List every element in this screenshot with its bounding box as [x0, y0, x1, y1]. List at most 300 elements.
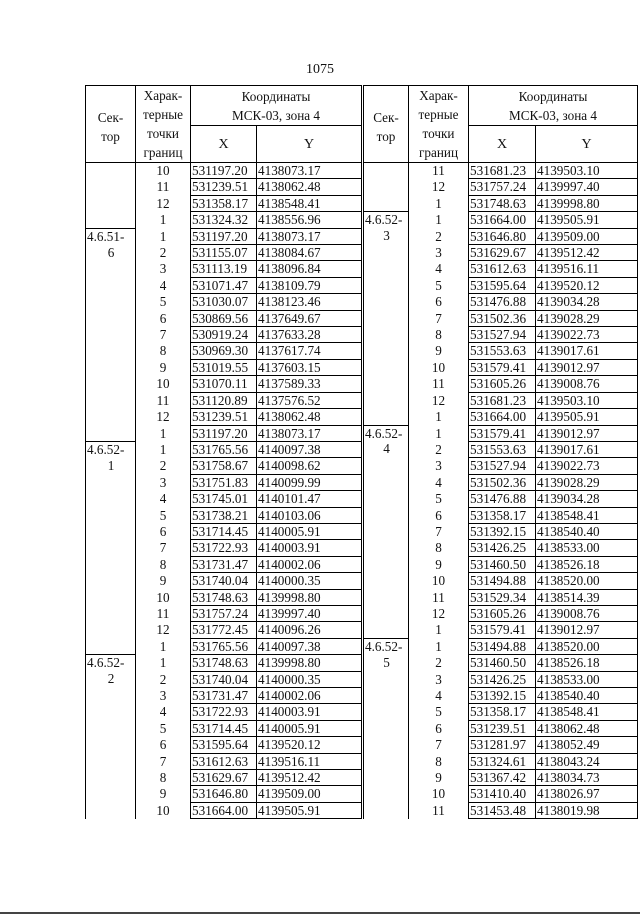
- x-coordinate-cell: 531605.26: [469, 605, 536, 621]
- sector-cell: [364, 179, 409, 195]
- sector-cell: [364, 622, 409, 638]
- point-number-cell: 8: [409, 327, 469, 343]
- x-coordinate-cell: 531494.88: [469, 638, 536, 654]
- y-coordinate-cell: 4139520.12: [257, 737, 362, 753]
- point-number-cell: 8: [136, 770, 191, 786]
- y-coordinate-cell: 4139505.91: [536, 212, 638, 228]
- table-row: [86, 359, 362, 375]
- table-row: [86, 163, 362, 179]
- x-coordinate-cell: 531714.45: [191, 720, 257, 736]
- y-coordinate-cell: 4139034.28: [536, 491, 638, 507]
- table-row: [364, 163, 638, 179]
- table-row: [86, 228, 362, 244]
- sector-cell: [86, 540, 136, 556]
- x-coordinate-cell: 531714.45: [191, 523, 257, 539]
- y-coordinate-cell: 4139516.11: [536, 261, 638, 277]
- point-number-cell: 5: [136, 720, 191, 736]
- sector-cell: [364, 556, 409, 572]
- x-coordinate-cell: 531765.56: [191, 638, 257, 654]
- y-coordinate-cell: 4140005.91: [257, 720, 362, 736]
- y-coordinate-cell: 4138052.49: [536, 737, 638, 753]
- y-coordinate-cell: 4139022.73: [536, 458, 638, 474]
- x-coordinate-cell: 530919.24: [191, 327, 257, 343]
- sector-cell: [86, 589, 136, 605]
- table-row: [364, 425, 638, 441]
- point-number-cell: 5: [136, 294, 191, 310]
- point-number-cell: 3: [409, 671, 469, 687]
- y-coordinate-cell: 4138548.41: [536, 507, 638, 523]
- table-row: [86, 458, 362, 474]
- x-coordinate-cell: 531197.20: [191, 163, 257, 179]
- table-row: [86, 655, 362, 671]
- coordinates-table-right: [363, 85, 638, 819]
- x-coordinate-cell: 531722.93: [191, 540, 257, 556]
- point-number-cell: 7: [136, 540, 191, 556]
- point-number-cell: 3: [136, 688, 191, 704]
- table-row: [364, 277, 638, 293]
- x-coordinate-cell: 531324.61: [469, 753, 536, 769]
- x-coordinate-cell: 531426.25: [469, 540, 536, 556]
- point-number-cell: 7: [136, 753, 191, 769]
- sector-cell: [364, 770, 409, 786]
- x-coordinate-cell: 531453.48: [469, 802, 536, 818]
- y-coordinate-cell: 4138073.17: [257, 228, 362, 244]
- x-coordinate-cell: 531738.21: [191, 507, 257, 523]
- table-row: [364, 491, 638, 507]
- point-number-cell: 11: [136, 392, 191, 408]
- sector-cell: [364, 327, 409, 343]
- table-row: [86, 573, 362, 589]
- table-row: [86, 491, 362, 507]
- sector-cell: [86, 605, 136, 621]
- sector-cell: [86, 179, 136, 195]
- sector-cell: [86, 688, 136, 704]
- sector-cell: [86, 343, 136, 359]
- y-coordinate-cell: 4138123.46: [257, 294, 362, 310]
- table-row: [364, 245, 638, 261]
- y-coordinate-cell: 4140000.35: [257, 671, 362, 687]
- point-number-cell: 11: [409, 163, 469, 179]
- table-row: [86, 605, 362, 621]
- point-number-cell: 6: [136, 737, 191, 753]
- x-coordinate-cell: 531494.88: [469, 573, 536, 589]
- x-coordinate-cell: 531765.56: [191, 441, 257, 457]
- sector-cell: [86, 212, 136, 228]
- sector-cell: [364, 245, 409, 261]
- y-coordinate-cell: 4137649.67: [257, 310, 362, 326]
- table-row: [364, 622, 638, 638]
- sector-cell: [364, 474, 409, 490]
- point-number-cell: 10: [409, 359, 469, 375]
- x-coordinate-cell: 531392.15: [469, 688, 536, 704]
- table-row: [86, 589, 362, 605]
- point-number-cell: 9: [136, 359, 191, 375]
- table-row: [86, 540, 362, 556]
- y-coordinate-cell: 4139512.42: [257, 770, 362, 786]
- y-coordinate-cell: 4139998.80: [257, 589, 362, 605]
- y-coordinate-cell: 4140098.62: [257, 458, 362, 474]
- x-coordinate-cell: 530869.56: [191, 310, 257, 326]
- point-number-cell: 11: [409, 589, 469, 605]
- table-body: [364, 163, 638, 819]
- table-row: [86, 556, 362, 572]
- y-coordinate-cell: 4138540.40: [536, 688, 638, 704]
- point-number-cell: 12: [409, 392, 469, 408]
- table-row: [364, 540, 638, 556]
- table-body: [86, 163, 362, 819]
- header-points: Харак- терные точки границ: [409, 86, 469, 163]
- x-coordinate-cell: 531527.94: [469, 458, 536, 474]
- x-coordinate-cell: 531460.50: [469, 655, 536, 671]
- table-row: [364, 507, 638, 523]
- sector-cell: [364, 277, 409, 293]
- sector-cell: [86, 622, 136, 638]
- point-number-cell: 7: [409, 523, 469, 539]
- sector-cell: [364, 786, 409, 802]
- table-row: [86, 786, 362, 802]
- y-coordinate-cell: 4138062.48: [257, 179, 362, 195]
- table-row: [86, 392, 362, 408]
- sector-cell: [86, 195, 136, 211]
- y-coordinate-cell: 4138556.96: [257, 212, 362, 228]
- sector-cell: [364, 737, 409, 753]
- x-coordinate-cell: 531612.63: [191, 753, 257, 769]
- y-coordinate-cell: 4139520.12: [536, 277, 638, 293]
- point-number-cell: 2: [136, 671, 191, 687]
- y-coordinate-cell: 4139509.00: [257, 786, 362, 802]
- sector-cell: [364, 753, 409, 769]
- y-coordinate-cell: 4138073.17: [257, 163, 362, 179]
- sector-cell: [364, 688, 409, 704]
- sector-cell: [86, 638, 136, 654]
- point-number-cell: 9: [409, 343, 469, 359]
- sector-cell: 6: [86, 245, 136, 261]
- y-coordinate-cell: 4139512.42: [536, 245, 638, 261]
- x-coordinate-cell: 531197.20: [191, 228, 257, 244]
- y-coordinate-cell: 4139028.29: [536, 474, 638, 490]
- table-row: [364, 327, 638, 343]
- y-coordinate-cell: 4138073.17: [257, 425, 362, 441]
- table-row: [364, 573, 638, 589]
- table-row: [364, 753, 638, 769]
- sector-cell: [364, 294, 409, 310]
- point-number-cell: 1: [136, 212, 191, 228]
- y-coordinate-cell: 4139034.28: [536, 294, 638, 310]
- x-coordinate-cell: 530969.30: [191, 343, 257, 359]
- x-coordinate-cell: 531740.04: [191, 671, 257, 687]
- table-row: [86, 507, 362, 523]
- point-number-cell: 9: [136, 573, 191, 589]
- x-coordinate-cell: 531502.36: [469, 310, 536, 326]
- x-coordinate-cell: 531745.01: [191, 491, 257, 507]
- y-coordinate-cell: 4139022.73: [536, 327, 638, 343]
- point-number-cell: 1: [409, 425, 469, 441]
- table-row: [364, 343, 638, 359]
- x-coordinate-cell: 531748.63: [191, 655, 257, 671]
- y-coordinate-cell: 4138084.67: [257, 245, 362, 261]
- sector-cell: [86, 507, 136, 523]
- sector-cell: [364, 392, 409, 408]
- sector-cell: [364, 376, 409, 392]
- header-sector: Сек- тор: [86, 86, 136, 163]
- point-number-cell: 1: [136, 655, 191, 671]
- point-number-cell: 12: [136, 622, 191, 638]
- x-coordinate-cell: 531239.51: [191, 409, 257, 425]
- x-coordinate-cell: 531772.45: [191, 622, 257, 638]
- y-coordinate-cell: 4137589.33: [257, 376, 362, 392]
- y-coordinate-cell: 4139503.10: [536, 392, 638, 408]
- y-coordinate-cell: 4138034.73: [536, 770, 638, 786]
- sector-cell: [86, 720, 136, 736]
- y-coordinate-cell: 4138109.79: [257, 277, 362, 293]
- x-coordinate-cell: 531646.80: [191, 786, 257, 802]
- point-number-cell: 2: [409, 655, 469, 671]
- x-coordinate-cell: 531579.41: [469, 622, 536, 638]
- x-coordinate-cell: 531664.00: [469, 212, 536, 228]
- sector-cell: [364, 671, 409, 687]
- point-number-cell: 8: [409, 753, 469, 769]
- y-coordinate-cell: 4138540.40: [536, 523, 638, 539]
- header-coordinates: Координаты МСК-03, зона 4: [469, 86, 638, 126]
- sector-cell: [86, 491, 136, 507]
- sector-cell: 5: [364, 655, 409, 671]
- y-coordinate-cell: 4140003.91: [257, 540, 362, 556]
- table-row: [364, 195, 638, 211]
- sector-cell: [86, 770, 136, 786]
- x-coordinate-cell: 531553.63: [469, 343, 536, 359]
- table-row: [364, 589, 638, 605]
- x-coordinate-cell: 531612.63: [469, 261, 536, 277]
- y-coordinate-cell: 4138062.48: [536, 720, 638, 736]
- coordinates-table-left: [85, 85, 362, 819]
- y-coordinate-cell: 4139997.40: [536, 179, 638, 195]
- y-coordinate-cell: 4138533.00: [536, 540, 638, 556]
- table-row: [364, 523, 638, 539]
- point-number-cell: 4: [409, 688, 469, 704]
- table-row: [86, 425, 362, 441]
- scan-edge-line: [0, 912, 640, 914]
- sector-cell: 4.6.51-: [86, 228, 136, 244]
- point-number-cell: 6: [136, 523, 191, 539]
- y-coordinate-cell: 4140101.47: [257, 491, 362, 507]
- point-number-cell: 5: [409, 491, 469, 507]
- y-coordinate-cell: 4139008.76: [536, 376, 638, 392]
- y-coordinate-cell: 4137576.52: [257, 392, 362, 408]
- sector-cell: [86, 802, 136, 818]
- sector-cell: 3: [364, 228, 409, 244]
- table-row: [364, 294, 638, 310]
- header-y: Y: [257, 126, 362, 163]
- table-row: [86, 277, 362, 293]
- table-row: [86, 245, 362, 261]
- x-coordinate-cell: 531731.47: [191, 688, 257, 704]
- point-number-cell: 7: [409, 310, 469, 326]
- table-row: [364, 605, 638, 621]
- sector-cell: [86, 409, 136, 425]
- table-row: [86, 294, 362, 310]
- table-row: [86, 212, 362, 228]
- x-coordinate-cell: 531460.50: [469, 556, 536, 572]
- header-x: X: [469, 126, 536, 163]
- y-coordinate-cell: 4139997.40: [257, 605, 362, 621]
- table-row: [364, 458, 638, 474]
- point-number-cell: 4: [136, 277, 191, 293]
- table-row: [364, 802, 638, 818]
- table-row: [364, 409, 638, 425]
- y-coordinate-cell: 4138548.41: [257, 195, 362, 211]
- point-number-cell: 6: [409, 507, 469, 523]
- point-number-cell: 1: [409, 409, 469, 425]
- point-number-cell: 11: [409, 376, 469, 392]
- point-number-cell: 12: [409, 179, 469, 195]
- x-coordinate-cell: 531120.89: [191, 392, 257, 408]
- point-number-cell: 2: [136, 458, 191, 474]
- point-number-cell: 1: [409, 195, 469, 211]
- point-number-cell: 5: [409, 704, 469, 720]
- point-number-cell: 1: [136, 425, 191, 441]
- y-coordinate-cell: 4138533.00: [536, 671, 638, 687]
- y-coordinate-cell: 4140097.38: [257, 638, 362, 654]
- x-coordinate-cell: 531646.80: [469, 228, 536, 244]
- x-coordinate-cell: 531476.88: [469, 294, 536, 310]
- sector-cell: [86, 310, 136, 326]
- point-number-cell: 5: [136, 507, 191, 523]
- sector-cell: [86, 786, 136, 802]
- point-number-cell: 1: [409, 622, 469, 638]
- point-number-cell: 11: [409, 802, 469, 818]
- page-number: 1075: [306, 62, 334, 77]
- y-coordinate-cell: 4139505.91: [257, 802, 362, 818]
- sector-cell: [364, 704, 409, 720]
- table-row: [364, 786, 638, 802]
- y-coordinate-cell: 4139503.10: [536, 163, 638, 179]
- table-row: [86, 523, 362, 539]
- table-row: [364, 671, 638, 687]
- table-row: [364, 310, 638, 326]
- table-row: [364, 704, 638, 720]
- y-coordinate-cell: 4138526.18: [536, 556, 638, 572]
- x-coordinate-cell: 531113.19: [191, 261, 257, 277]
- y-coordinate-cell: 4140103.06: [257, 507, 362, 523]
- table-row: [86, 720, 362, 736]
- y-coordinate-cell: 4139028.29: [536, 310, 638, 326]
- header-y: Y: [536, 126, 638, 163]
- x-coordinate-cell: 531358.17: [469, 704, 536, 720]
- point-number-cell: 10: [409, 786, 469, 802]
- point-number-cell: 12: [409, 605, 469, 621]
- table-row: [86, 688, 362, 704]
- table-row: [364, 179, 638, 195]
- point-number-cell: 8: [136, 556, 191, 572]
- point-number-cell: 9: [136, 786, 191, 802]
- x-coordinate-cell: 531070.11: [191, 376, 257, 392]
- sector-cell: [364, 310, 409, 326]
- sector-cell: [86, 261, 136, 277]
- x-coordinate-cell: 531629.67: [191, 770, 257, 786]
- sector-cell: [364, 507, 409, 523]
- table-row: [364, 556, 638, 572]
- sector-cell: [364, 163, 409, 179]
- sector-cell: [86, 704, 136, 720]
- sector-cell: [364, 491, 409, 507]
- table-row: [86, 474, 362, 490]
- point-number-cell: 11: [136, 179, 191, 195]
- x-coordinate-cell: 531239.51: [191, 179, 257, 195]
- sector-cell: 1: [86, 458, 136, 474]
- y-coordinate-cell: 4140097.38: [257, 441, 362, 457]
- table-row: [86, 770, 362, 786]
- x-coordinate-cell: 531748.63: [469, 195, 536, 211]
- y-coordinate-cell: 4138096.84: [257, 261, 362, 277]
- header-points: Харак- терные точки границ: [136, 86, 191, 163]
- y-coordinate-cell: 4138062.48: [257, 409, 362, 425]
- x-coordinate-cell: 531579.41: [469, 425, 536, 441]
- point-number-cell: 7: [409, 737, 469, 753]
- point-number-cell: 6: [409, 294, 469, 310]
- x-coordinate-cell: 531681.23: [469, 163, 536, 179]
- y-coordinate-cell: 4140000.35: [257, 573, 362, 589]
- header-sector: Сек- тор: [364, 86, 409, 163]
- point-number-cell: 10: [136, 589, 191, 605]
- x-coordinate-cell: 531358.17: [469, 507, 536, 523]
- point-number-cell: 6: [409, 720, 469, 736]
- sector-cell: [86, 327, 136, 343]
- point-number-cell: 4: [409, 474, 469, 490]
- sector-cell: [86, 376, 136, 392]
- point-number-cell: 3: [409, 458, 469, 474]
- point-number-cell: 6: [136, 310, 191, 326]
- y-coordinate-cell: 4138043.24: [536, 753, 638, 769]
- point-number-cell: 2: [409, 441, 469, 457]
- x-coordinate-cell: 531239.51: [469, 720, 536, 736]
- y-coordinate-cell: 4139998.80: [536, 195, 638, 211]
- point-number-cell: 2: [136, 245, 191, 261]
- table-row: [86, 737, 362, 753]
- sector-cell: [86, 277, 136, 293]
- y-coordinate-cell: 4138019.98: [536, 802, 638, 818]
- x-coordinate-cell: 531324.32: [191, 212, 257, 228]
- point-number-cell: 1: [136, 441, 191, 457]
- y-coordinate-cell: 4140099.99: [257, 474, 362, 490]
- point-number-cell: 9: [409, 770, 469, 786]
- sector-cell: [364, 458, 409, 474]
- point-number-cell: 3: [136, 261, 191, 277]
- point-number-cell: 2: [409, 228, 469, 244]
- sector-cell: [364, 523, 409, 539]
- x-coordinate-cell: 531664.00: [469, 409, 536, 425]
- x-coordinate-cell: 531579.41: [469, 359, 536, 375]
- x-coordinate-cell: 531740.04: [191, 573, 257, 589]
- table-row: [86, 409, 362, 425]
- y-coordinate-cell: 4139017.61: [536, 441, 638, 457]
- y-coordinate-cell: 4140002.06: [257, 688, 362, 704]
- x-coordinate-cell: 531426.25: [469, 671, 536, 687]
- point-number-cell: 4: [136, 491, 191, 507]
- y-coordinate-cell: 4140005.91: [257, 523, 362, 539]
- table-row: [86, 753, 362, 769]
- point-number-cell: 8: [136, 343, 191, 359]
- y-coordinate-cell: 4139998.80: [257, 655, 362, 671]
- x-coordinate-cell: 531030.07: [191, 294, 257, 310]
- x-coordinate-cell: 531664.00: [191, 802, 257, 818]
- table-row: [364, 376, 638, 392]
- table-row: [86, 261, 362, 277]
- table-row: [364, 638, 638, 654]
- x-coordinate-cell: 531751.83: [191, 474, 257, 490]
- sector-cell: [86, 294, 136, 310]
- sector-cell: [86, 359, 136, 375]
- point-number-cell: 10: [409, 573, 469, 589]
